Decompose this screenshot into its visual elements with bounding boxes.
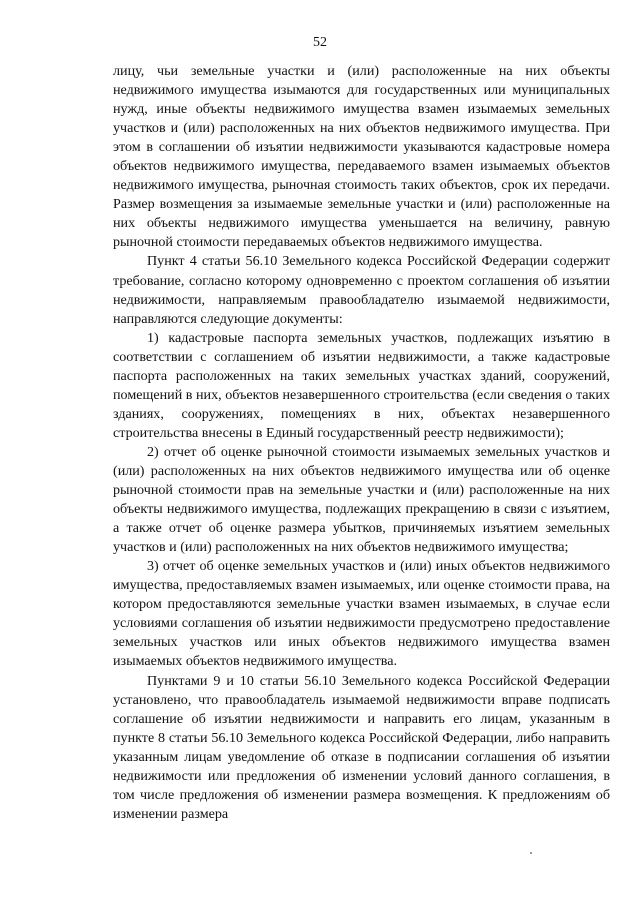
list-item-market-value-report: 2) отчет об оценке рыночной стоимости изымаемых земельных участков и (или) расположенных на них объектов недвижимого имущества или об оценке рыночной стоимости прав на земельные участки и (или) расположенные на них объекты недвижимого имущества, подлежащих прекращению в связи с изъятием, а также отчет об оценке размера убытков, причиняемых изъятием земельных участков и (или) расположенных на них объектов недвижимого имущества; bbox=[113, 443, 610, 556]
scan-speck bbox=[530, 852, 532, 854]
paragraph-point-4-requirements: Пункт 4 статьи 56.10 Земельного кодекса Российской Федерации содержит требование, согласно которому одновременно с проектом соглашения об изъятии недвижимости, направляемым правообладателю изымаемой недвижимости, направляются следующие документы: bbox=[113, 253, 610, 327]
paragraph-compensation-objects: лицу, чьи земельные участки и (или) расположенные на них объекты недвижимого имущества изымаются для государственных или муниципальных нужд, иные объекты недвижимого имущества взамен изымаемых земельных участков и (или) расположенных на них объектов недвижимого имущества. При этом в соглашении об изъятии недвижимости указываются кадастровые номера объектов недвижимого имущества, передаваемого взамен изымаемых объектов недвижимого имущества, рыночная стоимость таких объектов, срок их передачи. Размер возмещения за изымаемые земельные участки и (или) расположенные на них объекты недвижимого имущества уменьшается на величину, равную рыночной стоимости передаваемых объектов недвижимого имущества. bbox=[113, 63, 610, 251]
list-item-cadastral-passports: 1) кадастровые паспорта земельных участков, подлежащих изъятию в соответствии с соглашением об изъятии недвижимости, а также кадастровые паспорта расположенных на таких земельных участках зданий, сооружений, помещений в них, объектов незавершенного строительства (если сведения о таких зданиях, сооружениях, помещениях в них, объектах незавершенного строительства внесены в Единый государственный реестр недвижимости); bbox=[113, 329, 610, 441]
page-number: 52 bbox=[313, 35, 327, 50]
list-item-replacement-land-report: 3) отчет об оценке земельных участков и (или) иных объектов недвижимого имущества, предоставляемых взамен изымаемых, или оценке стоимости права, на котором предоставляются земельные участки взамен изымаемых, в случае если условиями соглашения об изъятии недвижимости предусмотрено предоставление земельных участков или иных объектов недвижимого имущества взамен изымаемых объектов недвижимого имущества. bbox=[113, 558, 610, 670]
paragraph-points-9-10: Пунктами 9 и 10 статьи 56.10 Земельного кодекса Российской Федерации установлено, что правообладатель изымаемой недвижимости вправе подписать соглашение об изъятии недвижимости и направить его лицам, указанным в пункте 8 статьи 56.10 Земельного кодекса Российской Федерации, либо направить указанным лицам уведомление об отказе в подписании соглашения об изъятии недвижимости или предложения об изменении условий данного соглашения, в том числе предложения об изменении размера возмещения. К предложениям об изменении размера bbox=[113, 672, 610, 822]
document-body bbox=[113, 62, 610, 824]
